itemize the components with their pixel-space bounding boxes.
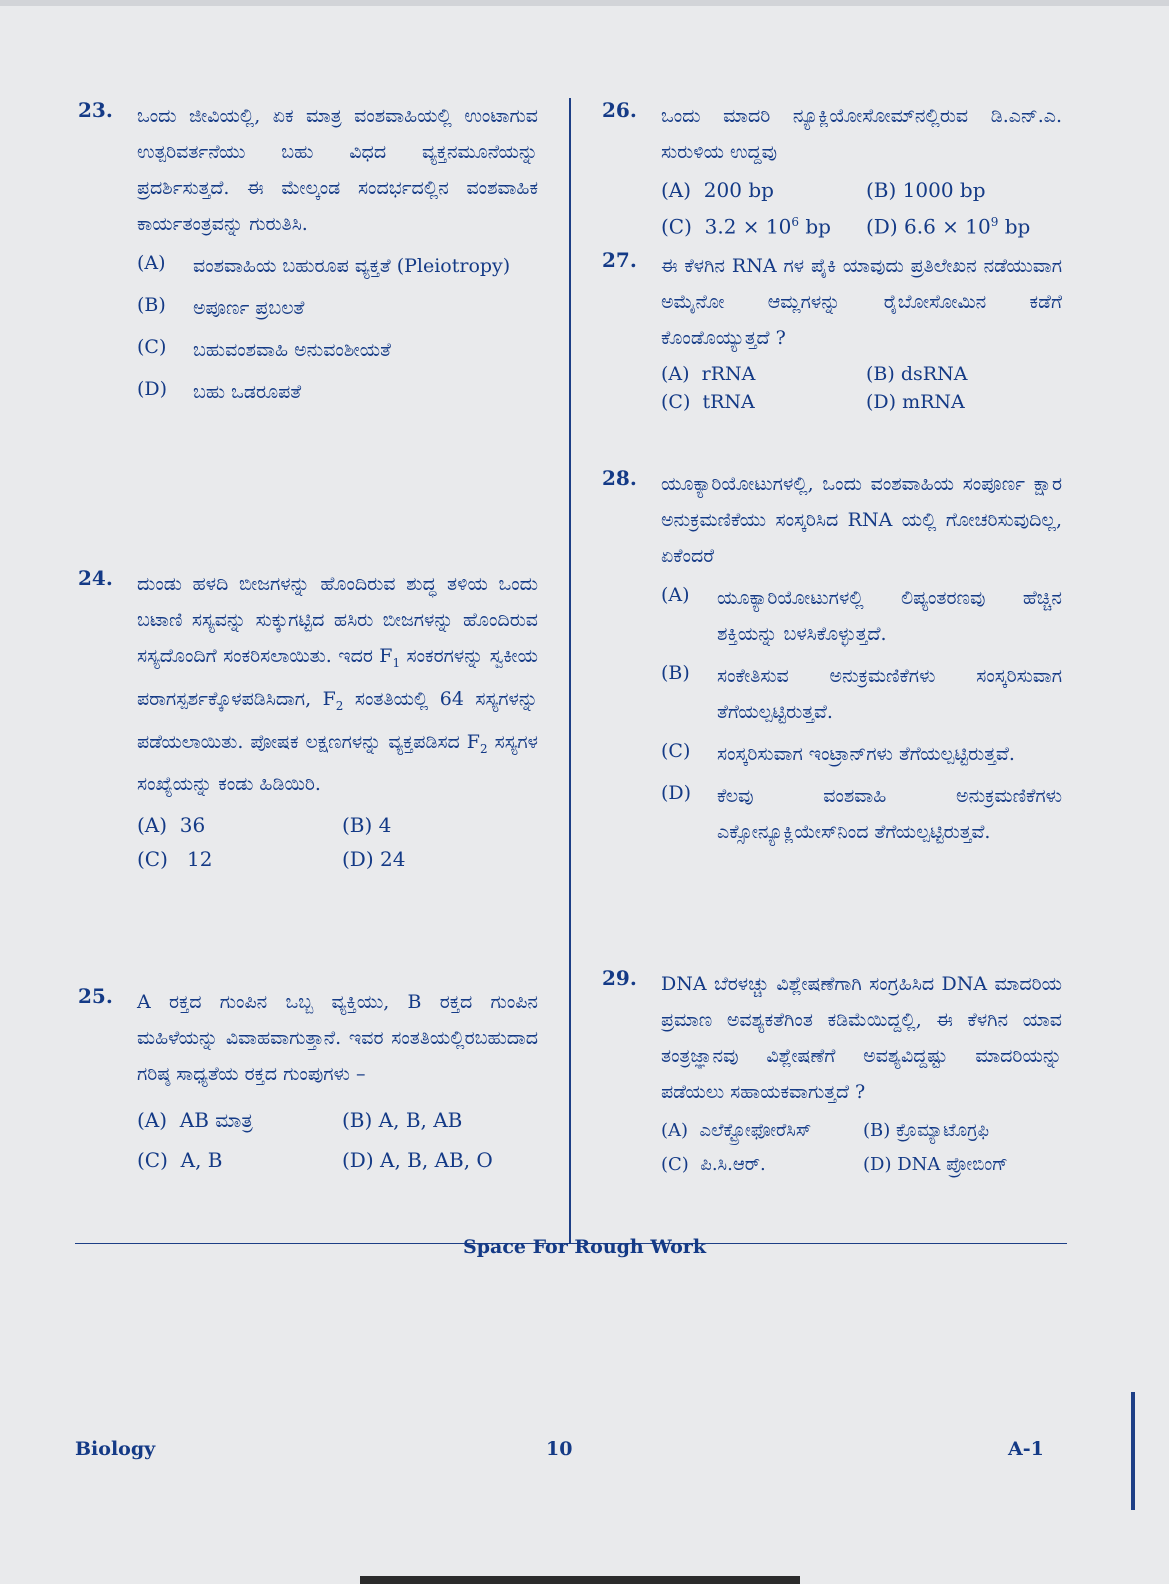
question-text: ಯೂಕ್ಯಾರಿಯೋಟುಗಳಲ್ಲಿ, ಒಂದು ವಂಶವಾಹಿಯ ಸಂಪೂರ್ಣ ಕ್ಷಾರ ಅನುಕ್ರಮಣಿಕೆಯು ಸಂಸ್ಕರಿಸಿದ RNA ಯಲ್ಲಿ ಗೋಚರಿಸುವುದಿಲ್ಲ, ಏಕೆಂದರೆ: [661, 473, 1062, 567]
question-text: ದುಂಡು ಹಳದಿ ಬೀಜಗಳನ್ನು ಹೊಂದಿರುವ ಶುದ್ಧ ತಳಿಯ ಒಂದು ಬಟಾಣಿ ಸಸ್ಯವನ್ನು ಸುಕ್ಕುಗಟ್ಟಿದ ಹಸಿರು ಬೀಜಗಳನ್ನು ಹೊಂದಿರುವ ಸಸ್ಯದೊಂದಿಗೆ ಸಂಕರಿಸಲಾಯಿತು. ಇದರ $F_1$ ಸಂಕರಗಳನ್ನು ಸ್ವಕೀಯ ಪರಾಗಸ್ಪರ್ಶಕ್ಕೊಳಪಡಿಸಿದಾಗ, $F_2$ ಸಂತತಿಯಲ್ಲಿ 64 ಸಸ್ಯಗಳನ್ನು ಪಡೆಯಲಾಯಿತು. ಪೋಷಕ ಲಕ್ಷಣಗಳನ್ನು ವ್ಯಕ್ತಪಡಿಸದ $F_2$ ಸಸ್ಯಗಳ ಸಂಖ್ಯೆಯನ್ನು ಕಂಡು ಹಿಡಿಯಿರಿ.: [137, 573, 539, 796]
option-a: (A) AB ಮಾತ್ರ: [137, 1108, 253, 1132]
scan-edge-top: [0, 0, 1169, 6]
options-grid: [137, 808, 538, 876]
question-number: 27.: [602, 248, 637, 272]
option-c: (C) tRNA: [661, 391, 755, 413]
question-29: [602, 966, 1062, 1182]
question-text: A ರಕ್ತದ ಗುಂಪಿನ ಒಬ್ಬ ವ್ಯಕ್ತಿಯು, B ರಕ್ತದ ಗುಂಪಿನ ಮಹಿಳೆಯನ್ನು ವಿವಾಹವಾಗುತ್ತಾನೆ. ಇವರ ಸಂತತಿಯಲ್ಲಿರಬಹುದಾದ ಗರಿಷ್ಠ ಸಾಧ್ಯತೆಯ ರಕ್ತದ ಗುಂಪುಗಳು –: [137, 991, 538, 1085]
option-b: (B) 4: [342, 813, 392, 838]
option-d: (D) A, B, AB, O: [342, 1148, 493, 1172]
option-d: (D) 24: [342, 847, 406, 872]
option-b: (B) ಸಂಕೇತಿಸುವ ಅನುಕ್ರಮಣಿಕೆಗಳು ಸಂಸ್ಕರಿಸುವಾಗ ತೆಗೆಯಲ್ಪಟ್ಟಿರುತ್ತವೆ.: [661, 662, 1062, 723]
option-d: (D) $6.6 \times 10^9$ bp: [866, 214, 1031, 239]
question-number: 29.: [602, 966, 637, 990]
option-d: (D) DNA ಪ್ರೋಬಿಂಗ್: [863, 1154, 1008, 1175]
question-23: [78, 98, 538, 410]
option-b: (B) ಕ್ರೊಮ್ಯಾಟೊಗ್ರಫಿ: [863, 1120, 990, 1141]
scan-edge-bottom: [360, 1576, 800, 1584]
question-number: 25.: [78, 984, 113, 1008]
options-grid: [661, 360, 1062, 416]
question-text: ಒಂದು ಜೀವಿಯಲ್ಲಿ, ಏಕ ಮಾತ್ರ ವಂಶವಾಹಿಯಲ್ಲಿ ಉಂಟಾಗುವ ಉತ್ಪರಿವರ್ತನೆಯು ಬಹು ವಿಧದ ವ್ಯಕ್ತನಮೂನೆಯನ್ನು ಪ್ರದರ್ಶಿಸುತ್ತದೆ. ಈ ಮೇಲ್ಕಂಡ ಸಂದರ್ಭದಲ್ಲಿನ ವಂಶವಾಹಿಕ ಕಾರ್ಯತಂತ್ರವನ್ನು ಗುರುತಿಸಿ.: [137, 105, 538, 235]
page-number: 10: [546, 1438, 573, 1460]
option-c: (C) ಸಂಸ್ಕರಿಸುವಾಗ ಇಂಟ್ರಾನ್‌ಗಳು ತೆಗೆಯಲ್ಪಟ್ಟಿರುತ್ತವೆ.: [661, 740, 1015, 765]
column-divider: [569, 98, 571, 1243]
option-a: (A) 36: [137, 813, 206, 838]
subject-label: Biology: [75, 1438, 156, 1460]
question-text: ಒಂದು ಮಾದರಿ ನ್ಯೂಕ್ಲಿಯೋಸೋಮ್‌ನಲ್ಲಿರುವ ಡಿ.ಎನ್.ಎ. ಸುರುಳಿಯ ಉದ್ದವು: [661, 105, 1062, 163]
question-28: [602, 466, 1062, 850]
options-grid: [661, 1114, 1062, 1182]
question-24: [78, 566, 538, 876]
option-a: (A) 200 bp: [661, 178, 774, 202]
option-b: (B) dsRNA: [866, 363, 968, 385]
option-a: (A) ಎಲೆಕ್ಟ್ರೋಫೋರೆಸಿಸ್: [661, 1120, 812, 1141]
booklet-code: A-1: [1008, 1438, 1044, 1460]
option-b: (B) ಅಪೂರ್ಣ ಪ್ರಬಲತೆ: [137, 294, 305, 319]
question-text: ಈ ಕೆಳಗಿನ RNA ಗಳ ಪೈಕಿ ಯಾವುದು ಪ್ರತಿಲೇಖನ ನಡೆಯುವಾಗ ಅಮೈನೋ ಆಮ್ಲಗಳನ್ನು ರೈಬೋಸೋಮಿನ ಕಡೆಗೆ ಕೊಂಡೊಯ್ಯುತ್ತದೆ ?: [661, 255, 1062, 349]
option-d: (D) mRNA: [866, 391, 965, 413]
question-number: 23.: [78, 98, 113, 122]
options-grid: [661, 174, 1062, 243]
option-c: (C) ಬಹುವಂಶವಾಹಿ ಅನುವಂಶೀಯತೆ: [137, 336, 391, 361]
question-25: [78, 984, 538, 1180]
options-grid: [137, 1100, 538, 1180]
question-number: 24.: [78, 566, 113, 590]
option-a: (A) ವಂಶವಾಹಿಯ ಬಹುರೂಪ ವ್ಯಕ್ತತೆ (Pleiotropy): [137, 252, 511, 277]
option-a: (A) ಯೂಕ್ಯಾರಿಯೋಟುಗಳಲ್ಲಿ ಲಿಪ್ಯಂತರಣವು ಹೆಚ್ಚಿನ ಶಕ್ತಿಯನ್ನು ಬಳಸಿಕೊಳ್ಳುತ್ತದೆ.: [661, 584, 1062, 645]
question-27: [602, 248, 1062, 416]
option-d: (D) ಕೆಲವು ವಂಶವಾಹಿ ಅನುಕ್ರಮಣಿಕೆಗಳು ಎಕ್ಸೋನ್ಯೂಕ್ಲಿಯೇಸ್‌ನಿಂದ ತೆಗೆಯಲ್ಪಟ್ಟಿರುತ್ತವೆ.: [661, 782, 1062, 843]
option-c: (C) A, B: [137, 1148, 223, 1172]
option-b: (B) 1000 bp: [866, 178, 986, 202]
margin-bar: [1131, 1392, 1135, 1510]
option-b: (B) A, B, AB: [342, 1108, 463, 1132]
option-c: (C) ಪಿ.ಸಿ.ಆರ್.: [661, 1154, 766, 1175]
option-d: (D) ಬಹು ಒಡರೂಪತೆ: [137, 378, 302, 403]
option-a: (A) rRNA: [661, 363, 756, 385]
question-26: [602, 98, 1062, 243]
option-c: (C) $3.2 \times 10^6$ bp: [661, 214, 831, 239]
option-c: (C) 12: [137, 847, 213, 872]
rough-work-heading: Space For Rough Work: [463, 1236, 706, 1258]
question-text: DNA ಬೆರಳಚ್ಚು ವಿಶ್ಲೇಷಣೆಗಾಗಿ ಸಂಗ್ರಹಿಸಿದ DNA ಮಾದರಿಯ ಪ್ರಮಾಣ ಅವಶ್ಯಕತೆಗಿಂತ ಕಡಿಮೆಯಿದ್ದಲ್ಲಿ, ಈ ಕೆಳಗಿನ ಯಾವ ತಂತ್ರಜ್ಞಾನವು ವಿಶ್ಲೇಷಣೆಗೆ ಅವಶ್ಯವಿದ್ದಷ್ಟು ಮಾದರಿಯನ್ನು ಪಡೆಯಲು ಸಹಾಯಕವಾಗುತ್ತದೆ ?: [661, 973, 1062, 1103]
question-number: 26.: [602, 98, 637, 122]
question-number: 28.: [602, 466, 637, 490]
